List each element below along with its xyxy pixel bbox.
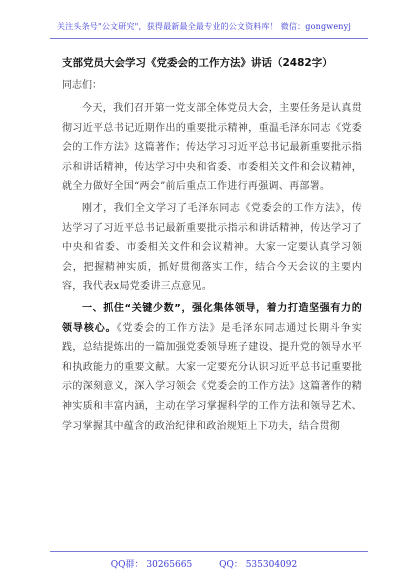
document-title: 支部党员大会学习《党委会的工作方法》讲话（2482字）: [62, 57, 333, 69]
header-divider: [50, 38, 368, 39]
section-1: [62, 299, 362, 436]
footer-qq-group: QQ群： 30265665: [110, 560, 193, 570]
paragraph-2: 刚才，我们全文学习了毛泽东同志《党委会的工作方法》，传达学习了习近平总书记最新重要批示指示和讲话精神，传达学习了中央和省委、市委相关文件和会议精神。大家一定要认真学习领会，把握精神实质，抓好贯彻落实工作，结合今天会议的主要内容，我代表x局党委讲三点意见。: [62, 202, 362, 293]
paragraph-1: 今天，我们召开第一党支部全体党员大会，主要任务是认真贯彻习近平总书记近期作出的重要批示精神，重温毛泽东同志《党委会的工作方法》这篇著作；传达学习习近平总书记最新重要批示指示和讲话精神，传达学习中央和省委、市委相关文件和会议精神，就全力做好全国“两会”前后重点工作进行再强调、再部署。: [62, 103, 362, 193]
header-banner: 关注头条号"公文研究"，获得最新最全最专业的公文资料库！ 微信：gongwenyj: [56, 22, 352, 31]
document-body: [62, 55, 362, 436]
footer: [0, 557, 408, 570]
footer-divider: [50, 551, 368, 552]
salutation: 同志们：: [62, 80, 102, 91]
section-1-body: 《党委会的工作方法》是毛泽东同志通过长期斗争实践，总结提炼出的一篇加强党委领导班子建设、提升党的领导水平和执政能力的重要文献。大家一定要充分认识习近平总书记重要批示的深刻意义，深入学习领会《党委会的工作方法》这篇著作的精神实质和丰富内涵，主动在学习掌握科学的工作方法和领导艺术、学习掌握其中蕴含的政治纪律和政治规矩上下功夫，结合贯彻: [62, 322, 362, 432]
section-1-heading: 一、抓住“关键少数”，强化集体领导，着力打造坚强有力的领导核心。: [62, 302, 362, 334]
footer-qq: QQ： 535304092: [219, 560, 298, 570]
